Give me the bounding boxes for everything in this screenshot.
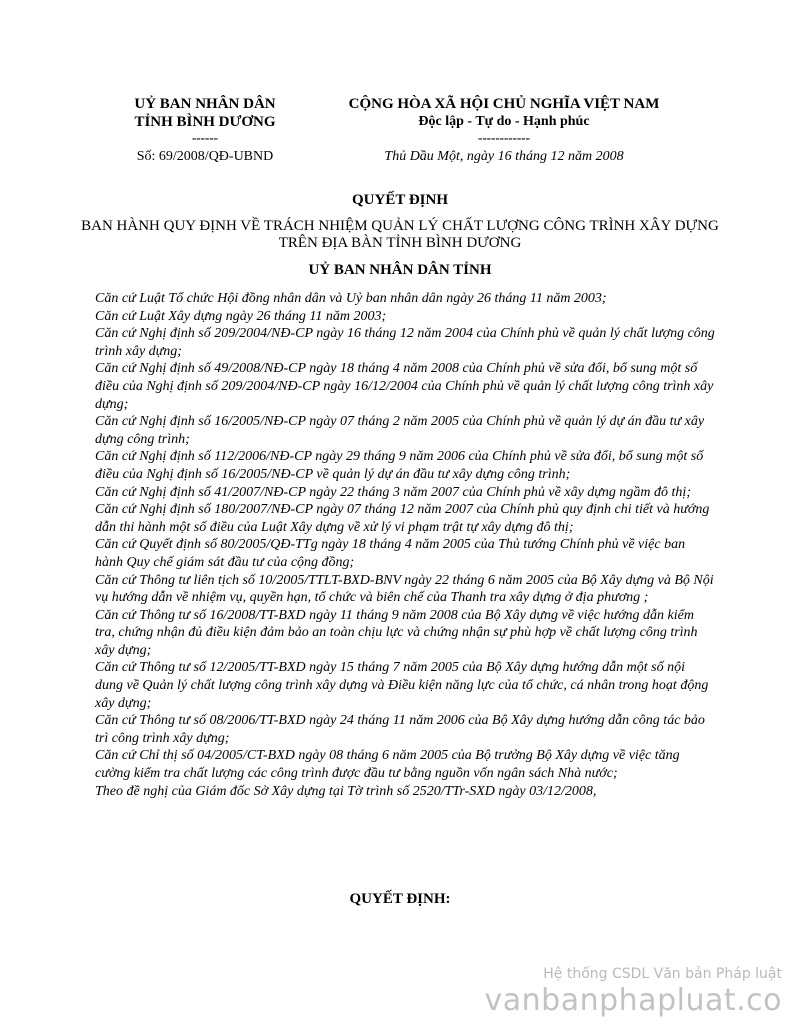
document-type: QUYẾT ĐỊNH bbox=[352, 192, 448, 208]
country-name: CỘNG HÒA XÃ HỘI CHỦ NGHĨA VIỆT NAM bbox=[348, 96, 660, 112]
legal-basis-item: Căn cứ Nghị định số 49/2008/NĐ-CP ngày 18 tháng 4 năm 2008 của Chính phủ về sửa đổi, bổ sung một số điều của Nghị định số 209/2004/NĐ-CP ngày 16/12/2004 của Chính phủ về quản lý chất lượng công trình xây dựng; bbox=[95, 361, 714, 412]
national-header bbox=[318, 95, 690, 145]
agency-name: UỶ BAN NHÂN DÂN bbox=[134, 96, 276, 112]
legal-basis-item: Căn cứ Thông tư số 16/2008/TT-BXD ngày 11 tháng 9 năm 2008 của Bộ Xây dựng về việc hướng dẫn kiểm tra, chứng nhận đủ điều kiện đảm bảo an toàn chịu lực và chứng nhận sự phù hợp về chất lượng công trình xây dựng; bbox=[95, 607, 698, 658]
national-motto: Độc lập - Tự do - Hạnh phúc bbox=[418, 114, 590, 129]
place-date: Thủ Dầu Một, ngày 16 tháng 12 năm 2008 bbox=[384, 149, 624, 164]
proposal-basis: Theo đề nghị của Giám đốc Sở Xây dựng tại Tờ trình số 2520/TTr-SXD ngày 03/12/2008, bbox=[95, 783, 597, 799]
legal-basis-item: Căn cứ Nghị định số 16/2005/NĐ-CP ngày 07 tháng 2 năm 2005 của Chính phủ về quản lý dự án đầu tư xây dựng công trình; bbox=[95, 414, 705, 447]
issuing-authority: UỶ BAN NHÂN DÂN TỈNH bbox=[308, 262, 492, 278]
document-title: BAN HÀNH QUY ĐỊNH VỀ TRÁCH NHIỆM QUẢN LÝ CHẤT LƯỢNG CÔNG TRÌNH XÂY DỰNG TRÊN ĐỊA BÀN TỈNH BÌNH DƯƠNG bbox=[81, 218, 719, 251]
watermark-site: vanbanphapluat.co bbox=[484, 983, 782, 1018]
legal-basis-item: Căn cứ Nghị định số 112/2006/NĐ-CP ngày 29 tháng 9 năm 2006 của Chính phủ về sửa đổi, bổ sung một số điều của Nghị định số 16/2005/NĐ-CP về quản lý dự án đầu tư xây dựng công trình; bbox=[95, 449, 704, 482]
legal-bases-list bbox=[95, 290, 715, 800]
legal-basis-item: Căn cứ Thông tư số 08/2006/TT-BXD ngày 24 tháng 11 năm 2006 của Bộ Xây dựng hướng dẫn công tác bảo trì công trình xây dựng; bbox=[95, 713, 705, 746]
legal-basis-item: Căn cứ Luật Xây dựng ngày 26 tháng 11 năm 2003; bbox=[95, 308, 387, 324]
document-number: Số: 69/2008/QĐ-UBND bbox=[136, 149, 274, 164]
legal-basis-item: Căn cứ Nghị định số 180/2007/NĐ-CP ngày 07 tháng 12 năm 2007 của Chính phủ quy định chi tiết và hướng dẫn thi hành một số điều của Luật Xây dựng về xử lý vi phạm trật tự xây dựng đô thị; bbox=[95, 502, 710, 535]
decision-heading: QUYẾT ĐỊNH: bbox=[349, 891, 451, 907]
agency-separator: ------ bbox=[192, 130, 218, 145]
agency-province: TỈNH BÌNH DƯƠNG bbox=[134, 114, 276, 130]
agency-header bbox=[105, 95, 305, 145]
legal-basis-item: Căn cứ Thông tư số 12/2005/TT-BXD ngày 15 tháng 7 năm 2005 của Bộ Xây dựng hướng dẫn một số nội dung về Quản lý chất lượng công trình xây dựng và Điều kiện năng lực của tổ chức, cá nhân trong hoạt động xây dựng; bbox=[95, 660, 709, 711]
legal-basis-item: Căn cứ Nghị định số 209/2004/NĐ-CP ngày 16 tháng 12 năm 2004 của Chính phủ về quản lý chất lượng công trình xây dựng; bbox=[95, 326, 715, 359]
legal-basis-item: Căn cứ Chỉ thị số 04/2005/CT-BXD ngày 08 tháng 6 năm 2005 của Bộ trưởng Bộ Xây dựng về việc tăng cường kiểm tra chất lượng các công trình được đầu tư bằng nguồn vốn ngân sách Nhà nước; bbox=[95, 748, 680, 782]
legal-basis-item: Căn cứ Thông tư liên tịch số 10/2005/TTLT-BXD-BNV ngày 22 tháng 6 năm 2005 của Bộ Xây dựng và Bộ Nội vụ hướng dẫn về nhiệm vụ, quyền hạn, tổ chức và biên chế của Thanh tra xây dựng ở địa phương ; bbox=[95, 572, 714, 606]
legal-basis-item: Căn cứ Luật Tổ chức Hội đồng nhân dân và Uỷ ban nhân dân ngày 26 tháng 11 năm 2003; bbox=[95, 291, 607, 306]
watermark-caption: Hệ thống CSDL Văn bản Pháp luật bbox=[543, 966, 782, 982]
motto-separator: ------------ bbox=[478, 130, 530, 145]
legal-basis-item: Căn cứ Nghị định số 41/2007/NĐ-CP ngày 22 tháng 3 năm 2007 của Chính phủ về xây dựng ngầm đô thị; bbox=[95, 484, 691, 500]
legal-basis-item: Căn cứ Quyết định số 80/2005/QĐ-TTg ngày 18 tháng 4 năm 2005 của Thủ tướng Chính phủ về việc ban hành Quy chế giám sát đầu tư của cộng đồng; bbox=[95, 537, 686, 570]
